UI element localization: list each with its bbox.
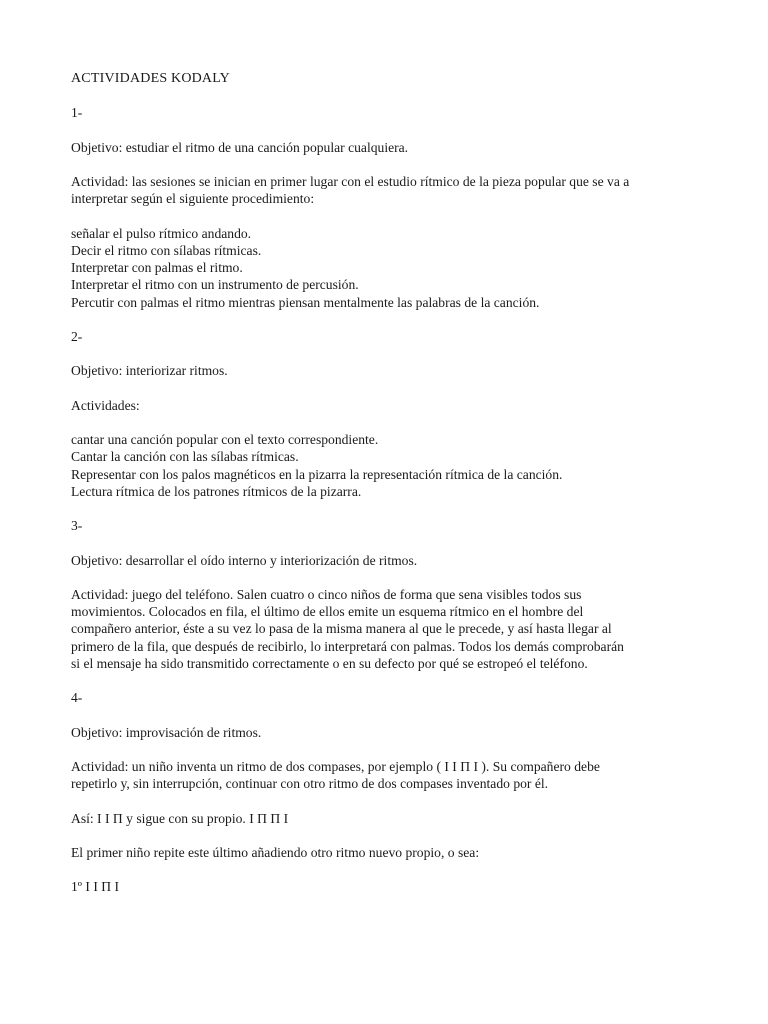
section-2-activity (71, 397, 711, 414)
section-4-number: 4- (71, 690, 83, 706)
section-1-activity-line: interpretar según el siguiente procedimiento: (71, 191, 315, 207)
section-3-activity-line: si el mensaje ha sido transmitido correctamente o en su defecto por qué se estropeó el teléfono. (71, 655, 588, 671)
section-4-example: Así: I I Π y sigue con su propio. I Π Π I (71, 810, 289, 826)
section-2-objective: Objetivo: interiorizar ritmos. (71, 363, 228, 379)
section-4-activity-line: Actividad: un niño inventa un ritmo de dos compases, por ejemplo ( I I Π I ). Su compañero debe (71, 758, 600, 774)
section-1-number: 1- (71, 105, 83, 121)
section-1-step: Decir el ritmo con sílabas rítmicas. (71, 242, 262, 258)
section-3-activity-line: movimientos. Colocados en fila, el último de ellos emite un esquema rítmico en el hombre del (71, 604, 584, 620)
section-1-step: señalar el pulso rítmico andando. (71, 225, 252, 241)
section-4-followup: El primer niño repite este último añadiendo otro ritmo nuevo propio, o sea: (71, 844, 480, 860)
section-1-step: Interpretar con palmas el ritmo. (71, 260, 243, 276)
section-1-activity (71, 173, 711, 207)
section-4-objective: Objetivo: improvisación de ritmos. (71, 724, 262, 740)
document-page (71, 70, 711, 913)
section-2-number: 2- (71, 328, 83, 344)
document-title: ACTIVIDADES KODALY (71, 71, 230, 86)
section-1-step: Interpretar el ritmo con un instrumento de percusión. (71, 277, 359, 293)
section-2-step: cantar una canción popular con el texto correspondiente. (71, 432, 379, 448)
section-1-objective: Objetivo: estudiar el ritmo de una canción popular cualquiera. (71, 139, 409, 155)
section-2-steps (71, 431, 711, 500)
section-3-activity-line: compañero anterior, éste a su vez lo pasa de la misma manera al que le precede, y así hasta llegar al (71, 621, 612, 637)
section-4-first-line: 1º I I Π I (71, 879, 120, 895)
section-3-objective: Objetivo: desarrollar el oído interno y interiorización de ritmos. (71, 552, 418, 568)
section-3-activity-line: Actividad: juego del teléfono. Salen cuatro o cinco niños de forma que sena visibles todos sus (71, 586, 582, 602)
section-3-number: 3- (71, 518, 83, 534)
section-1-activity-line: Actividad: las sesiones se inician en primer lugar con el estudio rítmico de la pieza popular que se va a (71, 174, 630, 190)
section-3-activity (71, 586, 711, 672)
section-1-step: Percutir con palmas el ritmo mientras piensan mentalmente las palabras de la canción. (71, 294, 540, 310)
section-2-step: Representar con los palos magnéticos en la pizarra la representación rítmica de la canción. (71, 466, 563, 482)
section-2-step: Lectura rítmica de los patrones rítmicos de la pizarra. (71, 483, 362, 499)
section-2-step: Cantar la canción con las sílabas rítmicas. (71, 449, 299, 465)
section-4-activity (71, 758, 711, 792)
section-2-activity-line: Actividades: (71, 397, 140, 413)
section-4-activity-line: repetirlo y, sin interrupción, continuar con otro ritmo de dos compases inventado por él. (71, 776, 549, 792)
section-1-steps (71, 225, 711, 311)
section-3-activity-line: primero de la fila, que después de recibirlo, lo interpretará con palmas. Todos los demás comprobarán (71, 638, 624, 654)
